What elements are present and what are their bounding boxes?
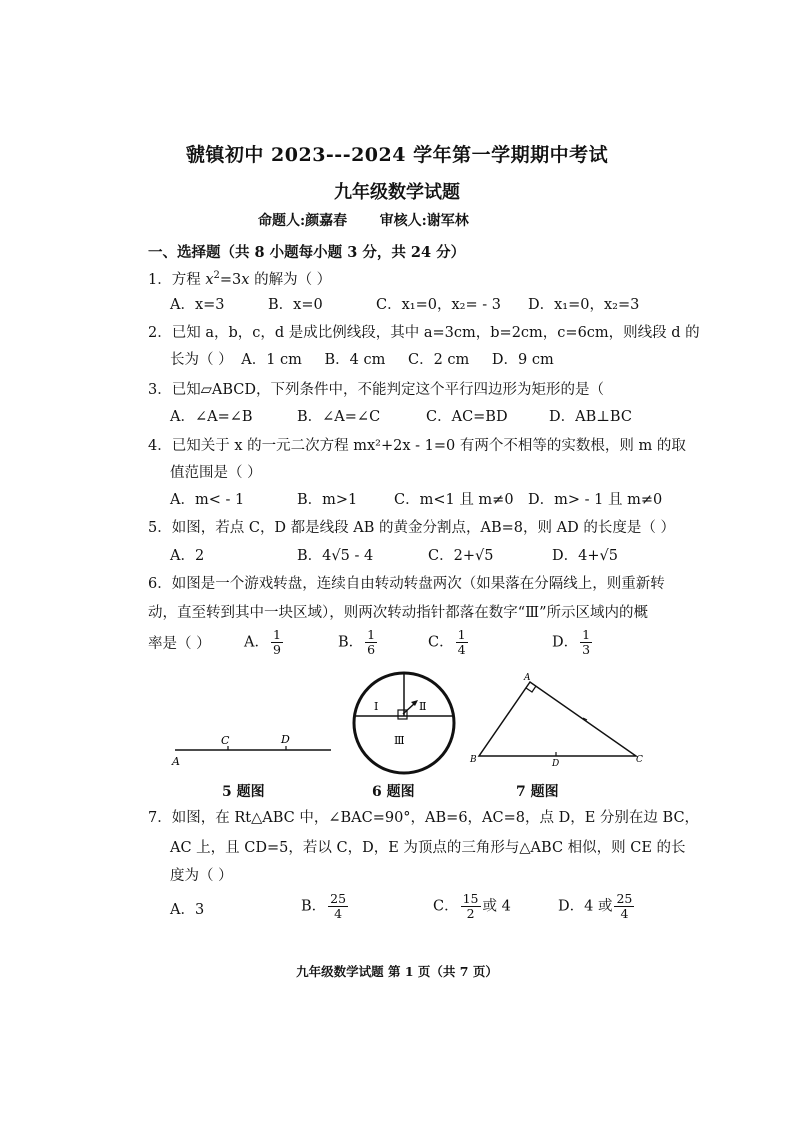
point-c7-label: C: [636, 755, 643, 765]
q5-option-a: A．2: [170, 548, 205, 564]
q6-option-c: C． $\frac{1}{4}$: [428, 627, 466, 657]
question-7-line2: AC 上，且 CD=5，若以 C，D，E 为顶点的三角形与△ABC 相似，则 CE 的长: [170, 840, 686, 856]
q7-option-a: A．3: [170, 902, 205, 918]
question-7: 7．如图，在 Rt△ABC 中，∠BAC=90°，AB=6，AC=8，点 D，E 分别在边 BC，: [148, 810, 700, 826]
figure-5-caption: 5 题图: [222, 784, 265, 800]
q1-option-b: B．x=0: [268, 297, 323, 313]
q7-option-c: C． $\frac{15}{2}$ 或 4: [433, 891, 511, 921]
point-a-label: A: [172, 755, 180, 768]
q3-option-a: A．∠A=∠B: [170, 409, 253, 425]
question-6-line3: 率是（ ）: [148, 636, 211, 652]
q4-option-c: C．m<1 且 m≠0: [394, 492, 514, 508]
authors-line: [258, 210, 497, 230]
q2-option-d: D．9 cm: [491, 352, 554, 368]
point-d7-label: D: [552, 759, 560, 769]
question-3: 3．已知▱ABCD，下列条件中，不能判定这个平行四边形为矩形的是（: [148, 382, 604, 398]
question-6-line2: 动，直至转到其中一块区域），则两次转动指针都落在数字“Ⅲ”所示区域内的概: [148, 605, 649, 621]
q1-option-c: C．x₁=0，x₂= - 3: [376, 297, 501, 313]
question-7-line3: 度为（ ）: [170, 868, 233, 884]
region-3-label: Ⅲ: [394, 734, 405, 747]
question-2-line2: 长为（ ） A．1 cm B．4 cm C．2 cm D．9 cm: [170, 352, 554, 368]
region-2-label: Ⅱ: [419, 700, 427, 713]
figure-5-segment: [168, 728, 338, 768]
question-6: 6．如图是一个游戏转盘，连续自由转动转盘两次（如果落在分隔线上，则重新转: [148, 576, 665, 592]
q6-option-d: D． $\frac{1}{3}$: [552, 627, 591, 657]
point-b7-label: B: [470, 755, 477, 765]
figure-7-triangle: [466, 670, 652, 770]
q3-option-b: B．∠A=∠C: [297, 409, 381, 425]
point-a7-label: A: [524, 673, 531, 683]
q5-option-b: B．4√5 - 4: [297, 548, 374, 564]
q4-option-a: A．m< - 1: [170, 492, 245, 508]
q7-option-d: D．4 或 $\frac{25}{4}$: [558, 891, 633, 921]
reviewer: 审核人:谢军林: [379, 213, 469, 229]
question-2: 2．已知 a，b，c，d 是成比例线段，其中 a=3cm，b=2cm，c=6cm，则线段 d 的: [148, 325, 700, 341]
section-heading: 一、选择题（共 8 小题每小题 3 分，共 24 分）: [148, 244, 466, 261]
figure-6-spinner: [348, 668, 460, 780]
figure-6-caption: 6 题图: [372, 784, 415, 800]
q1-option-a: A．x=3: [170, 297, 225, 313]
exam-subtitle: 九年级数学试题: [334, 182, 460, 203]
region-1-label: Ⅰ: [374, 700, 379, 713]
q1-option-d: D．x₁=0，x₂=3: [528, 297, 640, 313]
page-footer: 九年级数学试题 第 1 页（共 7 页）: [296, 964, 498, 979]
q2-option-b: B．4 cm: [324, 352, 386, 368]
exam-title: 虢镇初中 2023---2024 学年第一学期期中考试: [185, 144, 609, 166]
q5-option-c: C．2+√5: [428, 548, 494, 564]
q6-option-a: A． $\frac{1}{9}$: [244, 627, 281, 657]
author: 命题人:颜嘉春: [258, 213, 348, 229]
q7-option-b: B． $\frac{25}{4}$: [301, 891, 347, 921]
q2-option-a: A．1 cm: [241, 352, 302, 368]
triangle-abc: [479, 682, 636, 756]
q2-option-c: C．2 cm: [408, 352, 470, 368]
figure-7-caption: 7 题图: [516, 784, 559, 800]
point-d-label: D: [281, 733, 290, 746]
q4-option-b: B．m>1: [297, 492, 358, 508]
q3-option-d: D．AB⊥BC: [549, 409, 632, 425]
question-1: 1．方程 $x^2=3x$ 的解为（ ）: [148, 270, 332, 288]
spinner-pointer: [403, 703, 415, 714]
q6-option-b: B． $\frac{1}{6}$: [338, 627, 376, 657]
question-4-line2: 值范围是（ ）: [170, 465, 262, 481]
q5-option-d: D．4+√5: [552, 548, 618, 564]
point-c-label: C: [221, 734, 230, 747]
q4-option-d: D．m> - 1 且 m≠0: [528, 492, 663, 508]
q3-option-c: C．AC=BD: [426, 409, 508, 425]
question-4: 4．已知关于 x 的一元二次方程 mx²+2x - 1=0 有两个不相等的实数根，则 m 的取: [148, 438, 686, 454]
question-5: 5．如图，若点 C，D 都是线段 AB 的黄金分割点，AB=8，则 AD 的长度是（ ）: [148, 520, 675, 536]
